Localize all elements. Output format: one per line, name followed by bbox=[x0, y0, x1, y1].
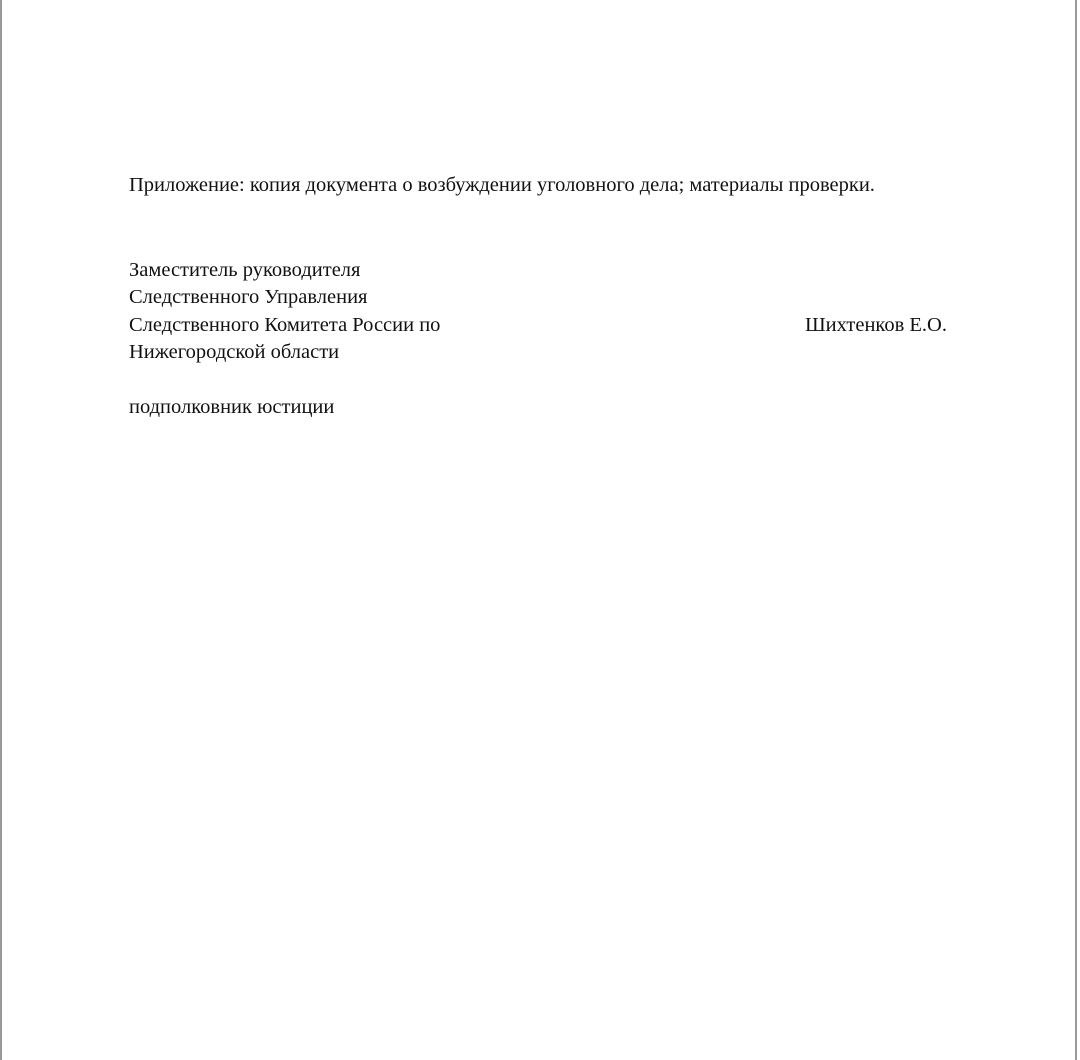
position-line-4: Нижегородской области bbox=[129, 341, 340, 363]
attachment-line: Приложение: копия документа о возбуждении уголовного дела; материалы проверки. bbox=[129, 174, 875, 196]
position-line-1: Заместитель руководителя bbox=[129, 259, 361, 281]
position-line-2: Следственного Управления bbox=[129, 286, 368, 308]
page-border-left bbox=[0, 0, 2, 1060]
position-line-3: Следственного Комитета России по bbox=[129, 314, 441, 336]
signatory-name: Шихтенков Е.О. bbox=[805, 314, 947, 336]
page-border-right bbox=[1075, 0, 1077, 1060]
rank-line: подполковник юстиции bbox=[129, 396, 335, 418]
